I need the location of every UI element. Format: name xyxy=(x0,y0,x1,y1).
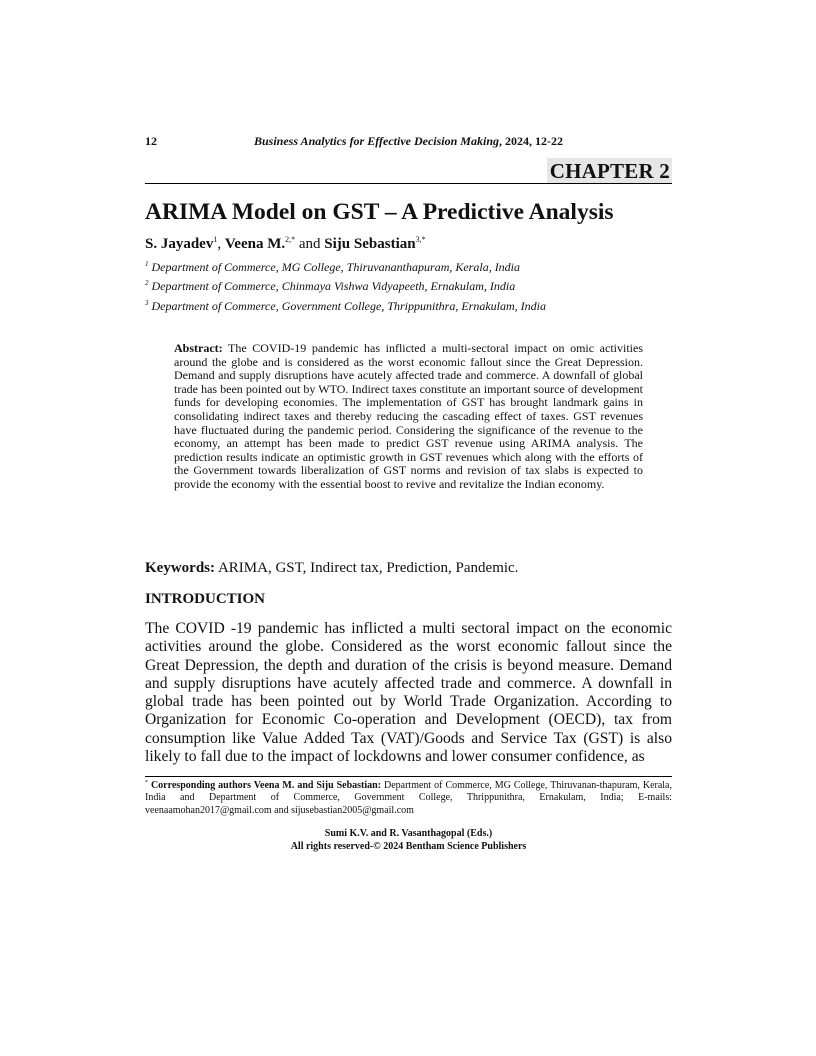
keywords-label: Keywords: xyxy=(145,560,215,576)
rights-line: All rights reserved-© 2024 Bentham Science Publishers xyxy=(290,840,527,852)
affiliation xyxy=(145,279,515,293)
affiliation-number: 2 xyxy=(145,279,149,287)
affiliation xyxy=(145,260,520,274)
footnote-marker: * xyxy=(145,780,148,786)
journal-info: , 2024, 12-22 xyxy=(499,134,563,148)
publisher-info xyxy=(145,828,672,853)
affiliation-text: Department of Commerce, Chinmaya Vishwa Vidyapeeth, Ernakulam, India xyxy=(151,279,516,293)
page-number: 12 xyxy=(145,134,157,148)
footnote xyxy=(145,780,672,817)
header-rule xyxy=(145,183,672,184)
author-affiliation-marker: 2,* xyxy=(285,235,296,244)
introduction-paragraph: The COVID -19 pandemic has inflicted a multi sectoral impact on the economic activities around the globe. Considered as the worst economic fallout since the Great Depression, the depth and duration of the crisis is beyond measure. Demand and supply disruptions have acutely affected trade and commerce. A downfall in global trade has been pointed out by World Trade Organization. According to Organization for Economic Co-operation and Development (OECD), tax from consumption like Value Added Tax (VAT)/Goods and Service Tax (GST) is also likely to fall due to the impact of lockdowns and lower consumer confidence, as xyxy=(145,620,672,766)
author-name: Siju Sebastian xyxy=(324,236,416,252)
footnote-rule xyxy=(145,776,672,777)
article-title: ARIMA Model on GST – A Predictive Analysis xyxy=(145,199,614,225)
journal-citation xyxy=(145,134,672,148)
affiliation-text: Department of Commerce, Government College, Thrippunithra, Ernakulam, India xyxy=(151,299,547,313)
author-name: S. Jayadev xyxy=(145,236,214,252)
keywords-text: ARIMA, GST, Indirect tax, Prediction, Pandemic. xyxy=(217,560,519,576)
author-list xyxy=(145,235,426,253)
footnote-text: Department of Commerce, MG College, Thiruvanan-thapuram, Kerala, India and Department of Commerce, Government College, Thrippunithra, Ernakulam, India; E-mails: veenaamohan2017@gmail.com and sijusebastian2005@gmail.com xyxy=(145,780,672,816)
journal-title: Business Analytics for Effective Decision Making xyxy=(253,134,499,148)
author-affiliation-marker: 1 xyxy=(213,235,218,244)
footnote-label: Corresponding authors Veena M. and Siju Sebastian: xyxy=(150,780,382,791)
keywords xyxy=(145,559,518,577)
affiliation-number: 1 xyxy=(145,260,149,268)
abstract-label: Abstract: xyxy=(174,341,223,355)
author-separator: and xyxy=(295,236,325,252)
editors-line: Sumi K.V. and R. Vasanthagopal (Eds.) xyxy=(324,828,493,839)
author-separator: , xyxy=(217,236,225,252)
abstract-text: The COVID-19 pandemic has inflicted a multi-sectoral impact on omic activities around the globe and is considered as the worst economic fallout since the Great Depression. Demand and supply disruptions have acutely affected trade and commerce. A downfall of global trade has been pointed out by WTO. Indirect taxes constitute an important source of development funds for developing economies. The implementation of GST has brought landmark gains in consolidating indirect taxes and thereby reducing the cascading effect of taxes. GST revenues have fluctuated during the pandemic period. Considering the significance of the revenue to the economy, an attempt has been made to predict GST revenue using ARIMA analysis. The prediction results indicate an optimistic growth in GST revenues which along with the efforts of the Government towards liberalization of GST norms and revision of tax slabs is expected to provide the economy with the essential boost to revive and revitalize the Indian economy. xyxy=(174,341,643,491)
chapter-label: CHAPTER 2 xyxy=(547,158,672,183)
affiliation xyxy=(145,299,546,313)
author-affiliation-marker: 3,* xyxy=(415,235,426,244)
abstract xyxy=(174,342,643,492)
author-name: Veena M. xyxy=(224,236,286,252)
affiliation-text: Department of Commerce, MG College, Thiruvananthapuram, Kerala, India xyxy=(151,260,521,274)
section-heading: INTRODUCTION xyxy=(145,591,266,607)
affiliation-number: 3 xyxy=(145,299,149,307)
